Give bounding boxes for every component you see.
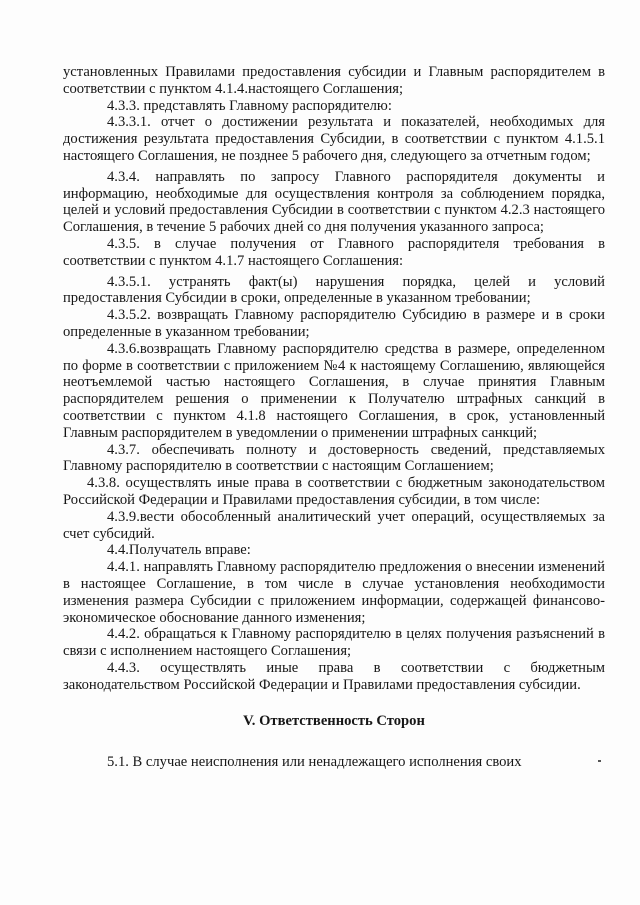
paragraph-4-3-7: 4.3.7. обеспечивать полноту и достоверность сведений, представляемых Главному распорядителю в соответствии с настоящим Соглашением;	[63, 441, 605, 475]
paragraph-4-3-3: 4.3.3. представлять Главному распорядителю:	[107, 97, 392, 114]
paragraph-4-4: 4.4.Получатель вправе:	[107, 542, 251, 559]
paragraph-5-1: 5.1. В случае неисполнения или ненадлежащего исполнения своих	[107, 754, 522, 771]
paragraph-4-3-9: 4.3.9.вести обособленный аналитический учет операций, осуществляемых за счет субсидий.	[63, 508, 605, 542]
paragraph-continuation: установленных Правилами предоставления субсидии и Главным распорядителем в соответствии с пунктом 4.1.4.настоящего Соглашения;	[63, 64, 605, 97]
paragraph-4-3-5-1: 4.3.5.1. устранять факт(ы) нарушения порядка, целей и условий предоставления Субсидии в сроки, определенные в указанном требовании;	[63, 273, 605, 307]
paragraph-4-4-1: 4.4.1. направлять Главному распорядителю предложения о внесении изменений в настоящее Соглашение, в том числе в случае установления необходимости изменения размера Субсидии с приложением информации, содержащей финансово-экономическое обоснование данного изменения;	[63, 559, 605, 626]
paragraph-4-3-6: 4.3.6.возвращать Главному распорядителю средства в размере, определенном по форме в соответствии с приложением №4 к настоящему Соглашению, являющейся неотъемлемой частью настоящего Соглашения, в случае принятия Главным распорядителем решения о применении к Получателю штрафных санкций в соответствии с пунктом 4.1.8 настоящего Соглашения, в срок, установленный Главным распорядителем в уведомлении о применении штрафных санкций;	[63, 340, 605, 441]
paragraph-4-3-3-1: 4.3.3.1. отчет о достижении результата и показателей, необходимых для достижения результата предоставления Субсидии, в соответствии с пунктом 4.1.5.1 настоящего Соглашения, не позднее 5 рабочего дня, следующего за отчетным годом;	[63, 114, 605, 164]
scan-speck	[598, 760, 601, 762]
section-heading: V. Ответственность Сторон	[243, 713, 425, 730]
paragraph-4-3-5-2: 4.3.5.2. возвращать Главному распорядителю Субсидию в размере и в сроки определенные в указанном требовании;	[63, 307, 605, 340]
paragraph-4-4-3: 4.4.3. осуществлять иные права в соответствии с бюджетным законодательством Российской Федерации и Правилами предоставления субсидии.	[63, 659, 605, 693]
paragraph-4-3-5: 4.3.5. в случае получения от Главного распорядителя требования в соответствии с пунктом 4.1.7 настоящего Соглашения:	[63, 235, 605, 269]
paragraph-4-3-8: 4.3.8. осуществлять иные права в соответствии с бюджетным законодательством Российской Федерации и Правилами предоставления субсидии, в том числе:	[63, 475, 605, 508]
paragraph-4-3-4: 4.3.4. направлять по запросу Главного распорядителя документы и информацию, необходимые для осуществления контроля за соблюдением порядка, целей и условий предоставления Субсидии в соответствии с пунктом 4.2.3 настоящего Соглашения, в течение 5 рабочих дней со дня получения указанного запроса;	[63, 168, 605, 236]
paragraph-4-4-2: 4.4.2. обращаться к Главному распорядителю в целях получения разъяснений в связи с исполнением настоящего Соглашения;	[63, 626, 605, 660]
page-content	[63, 64, 605, 771]
